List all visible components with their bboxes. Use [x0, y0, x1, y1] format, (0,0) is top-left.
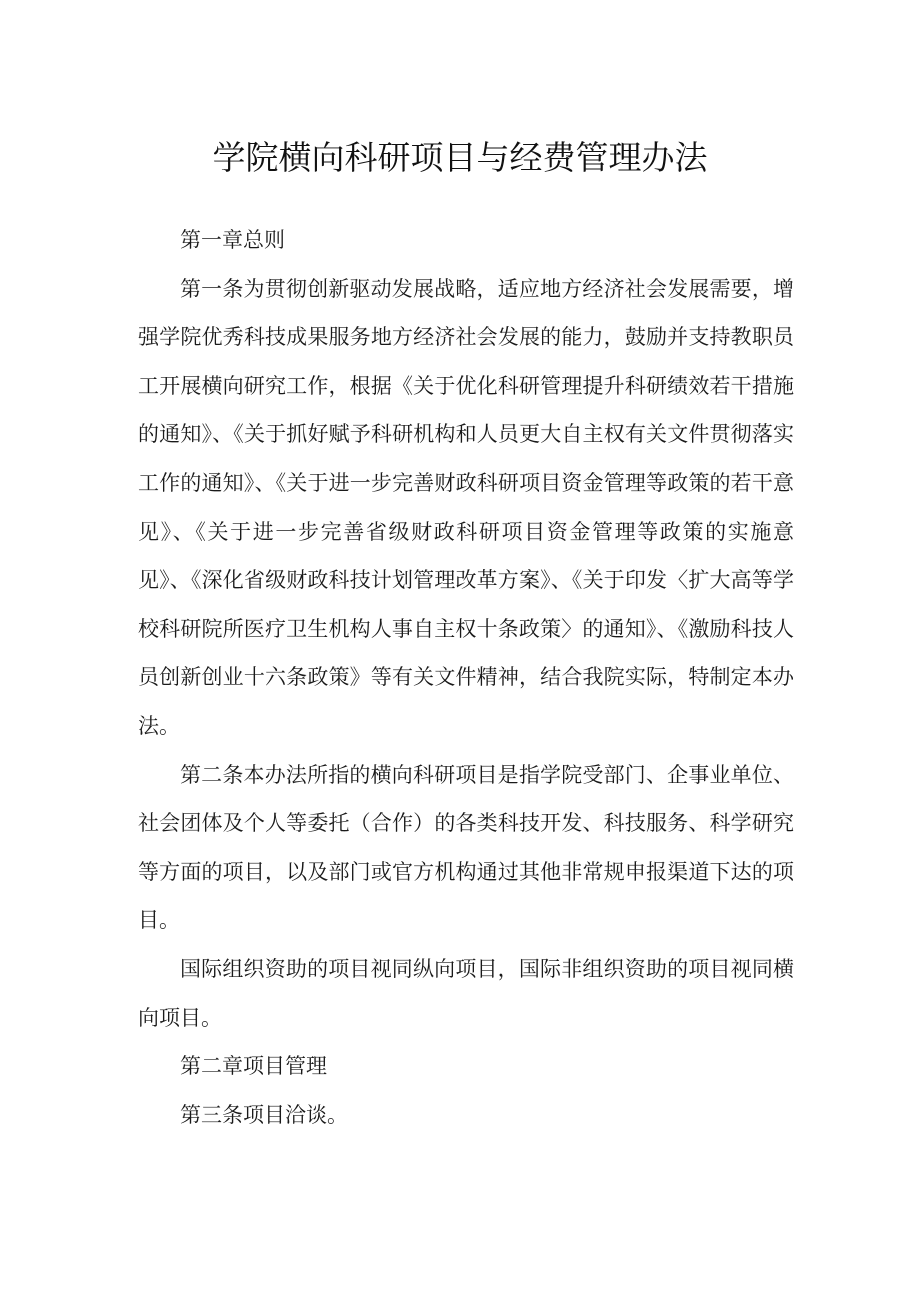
document-body [138, 216, 794, 1139]
document-title: 学院横向科研项目与经费管理办法 [212, 138, 708, 177]
chapter-heading-1: 第一章总则 [180, 228, 285, 252]
article-1-paragraph: 第一条为贯彻创新驱动发展战略，适应地方经济社会发展需要，增强学院优秀科技成果服务地方经济社会发展的能力，鼓励并支持教职员工开展横向研究工作，根据《关于优化科研管理提升科研绩效若干措施的通知》、《关于抓好赋予科研机构和人员更大自主权有关文件贯彻落实工作的通知》、《关于进一步完善财政科研项目资金管理等政策的若干意见》、《关于进一步完善省级财政科研项目资金管理等政策的实施意见》、《深化省级财政科技计划管理改革方案》、《关于印发〈扩大高等学校科研院所医疗卫生机构人事自主权十条政策〉的通知》、《激励科技人员创新创业十六条政策》等有关文件精神，结合我院实际，特制定本办法。 [138, 276, 794, 738]
chapter-heading-2: 第二章项目管理 [180, 1054, 327, 1079]
article-3-paragraph: 第三条项目洽谈。 [180, 1102, 348, 1127]
article-2-paragraph: 第二条本办法所指的横向科研项目是指学院受部门、企事业单位、社会团体及个人等委托（合作）的各类科技开发、科技服务、科学研究等方面的项目，以及部门或官方机构通过其他非常规申报渠道下达的项目。 [138, 762, 794, 933]
international-projects-paragraph: 国际组织资助的项目视同纵向项目，国际非组织资助的项目视同横向项目。 [138, 956, 794, 1030]
